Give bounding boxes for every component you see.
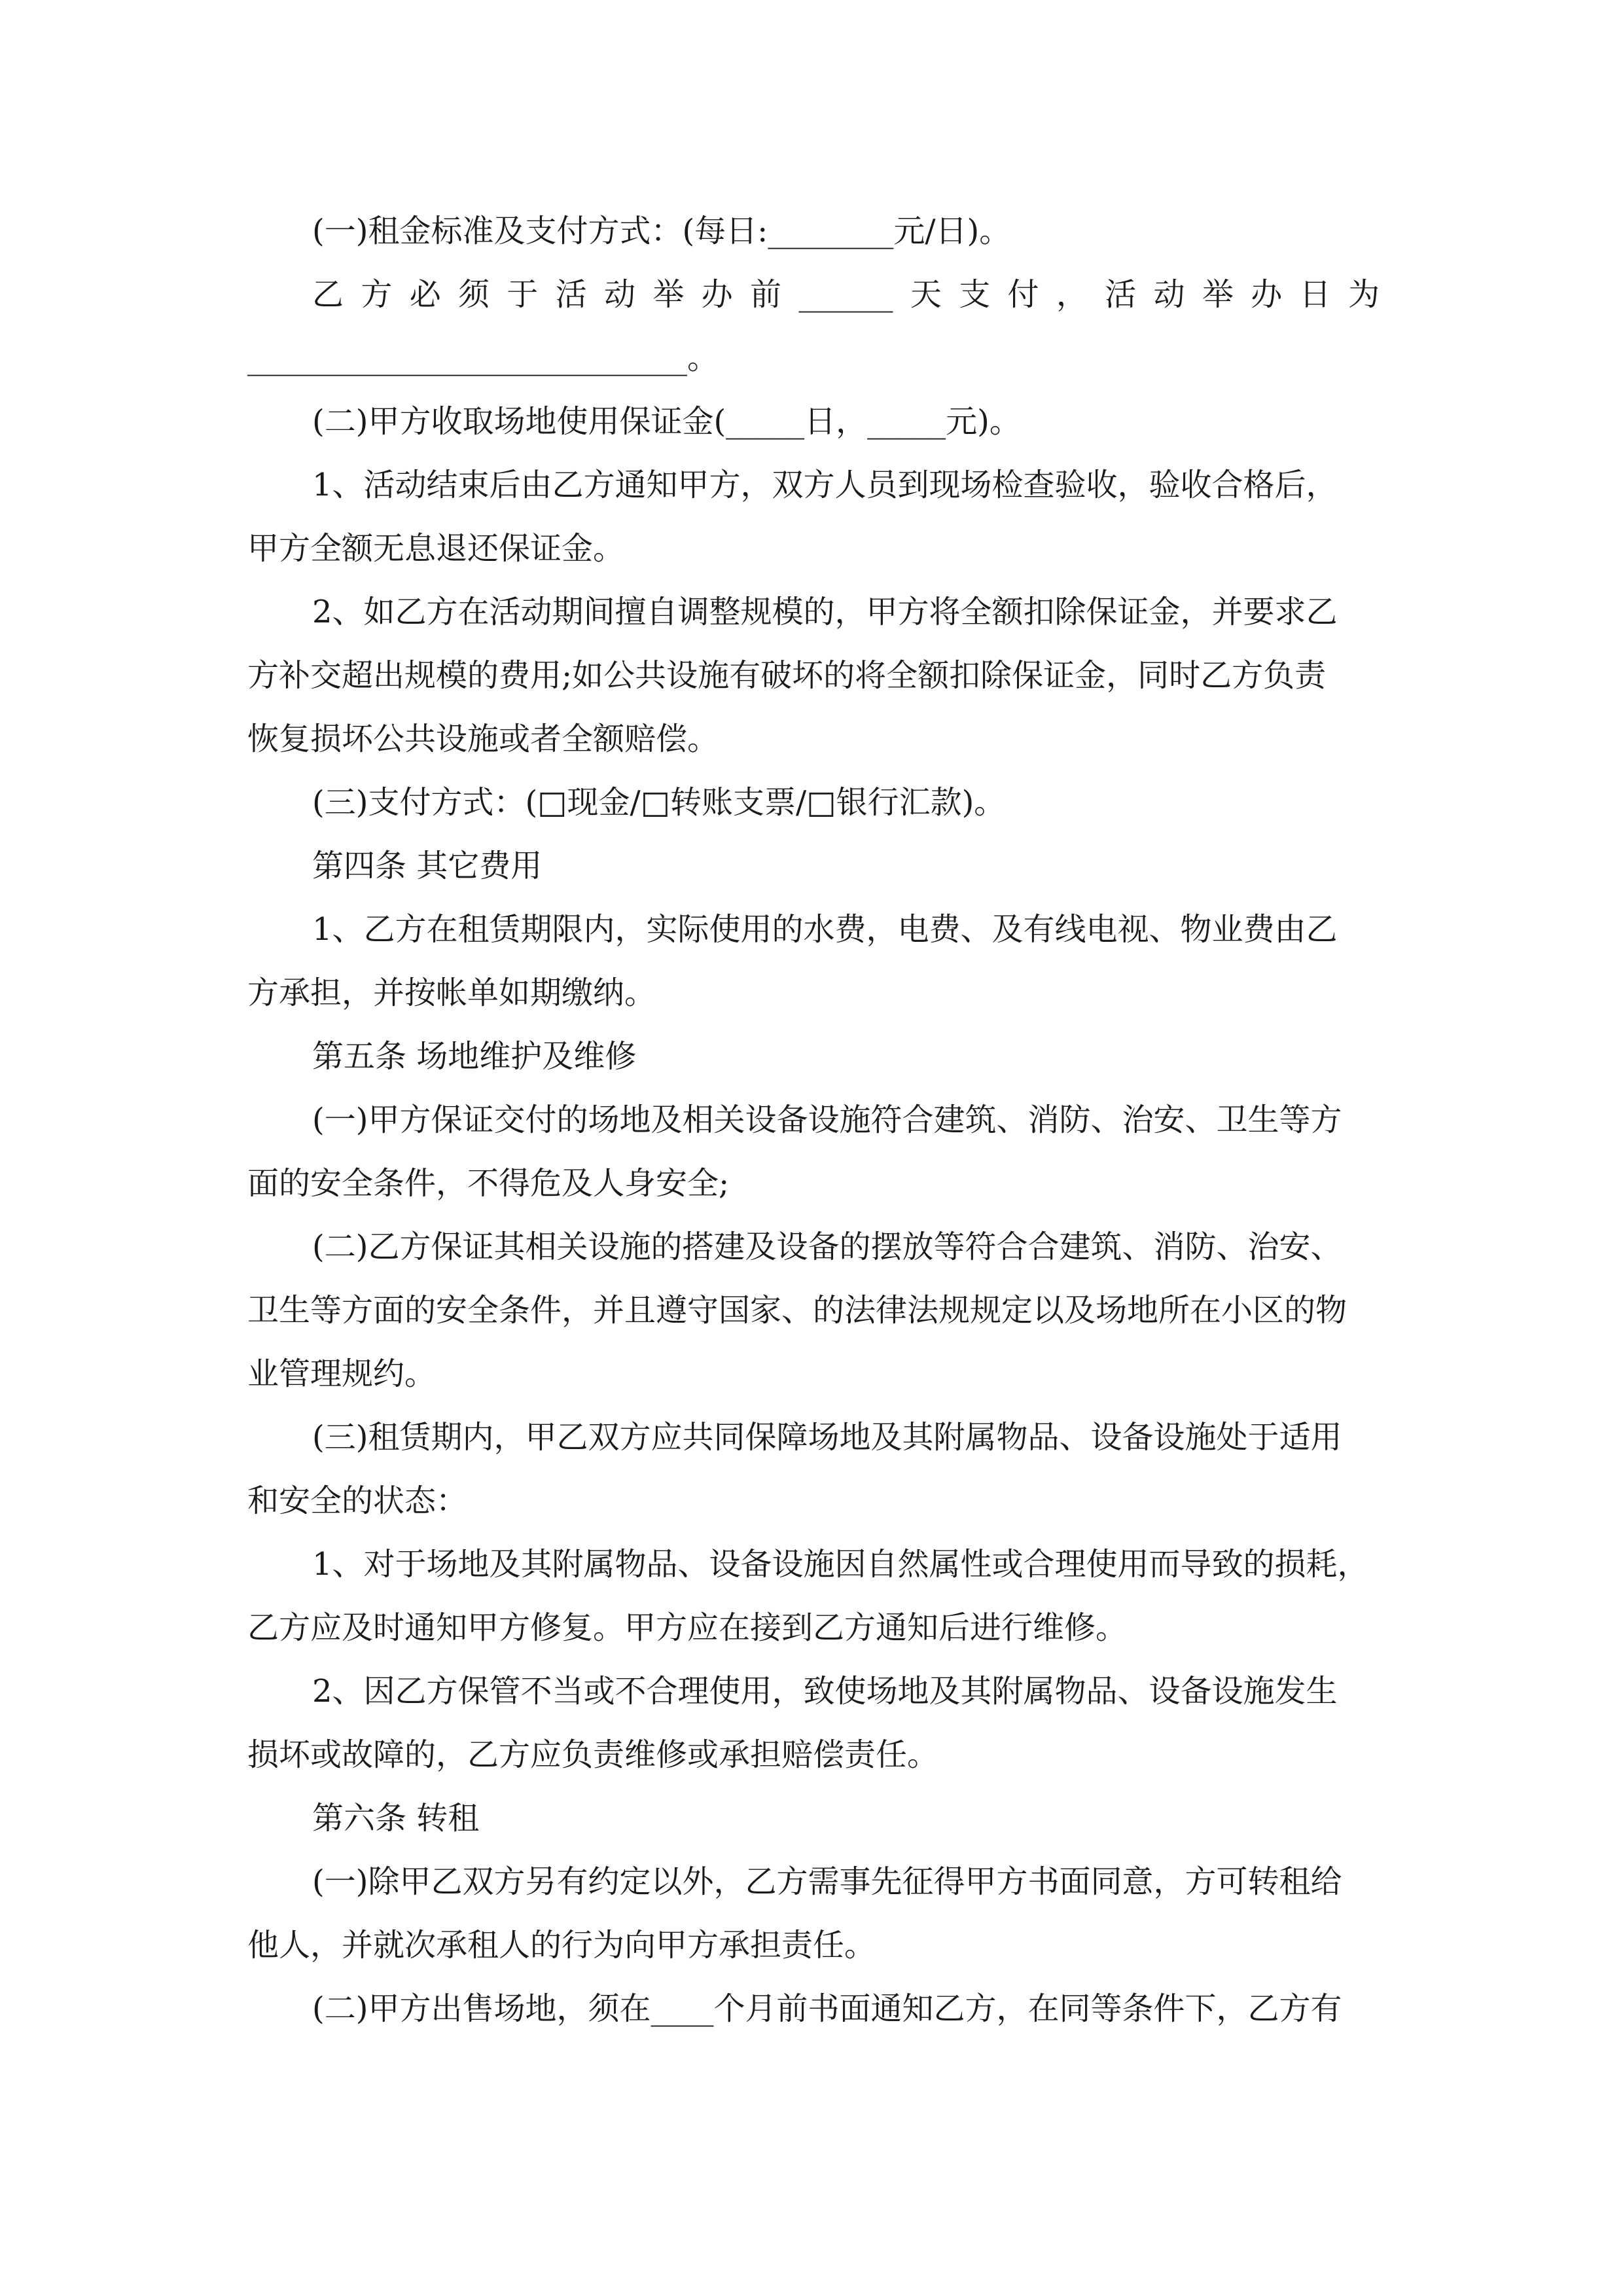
article-5-clause-2-line-2: 卫生等方面的安全条件，并且遵守国家、的法律法规规定以及场地所在小区的物 <box>247 1292 1347 1329</box>
article-5-item-2-line-2: 损坏或故障的，乙方应负责维修或承担赔偿责任。 <box>247 1736 939 1773</box>
clause-payment-method: (三)支付方式：(□现金/□转账支票/□银行汇款)。 <box>312 784 1006 821</box>
article-6-clause-1-line-1: (一)除甲乙双方另有约定以外，乙方需事先征得甲方书面同意，方可转租给 <box>312 1863 1342 1900</box>
article-5-item-1-line-2: 乙方应及时通知甲方修复。甲方应在接到乙方通知后进行维修。 <box>247 1609 1128 1646</box>
article-6-clause-1-line-2: 他人，并就次承租人的行为向甲方承担责任。 <box>247 1927 876 1964</box>
clause-payment-deadline: 乙方必须于活动举办前______天支付，活动举办日为 <box>312 276 1380 313</box>
clause-deposit: (二)甲方收取场地使用保证金(_____日，_____元)。 <box>312 403 1021 440</box>
deposit-item-1-line-1: 1、活动结束后由乙方通知甲方，双方人员到现场检查验收，验收合格后， <box>312 467 1338 503</box>
clause-rent-standard: (一)租金标准及支付方式：(每日:________元/日)。 <box>312 213 1011 249</box>
article-6-heading: 第六条 转租 <box>312 1800 480 1837</box>
deposit-item-1-line-2: 甲方全额无息退还保证金。 <box>247 530 625 567</box>
article-5-clause-1-line-1: (一)甲方保证交付的场地及相关设备设施符合建筑、消防、治安、卫生等方 <box>312 1102 1342 1138</box>
article-4-item-1-line-1: 1、乙方在租赁期限内，实际使用的水费，电费、及有线电视、物业费由乙 <box>312 911 1338 948</box>
clause-event-date-blank: ____________________________。 <box>247 340 719 376</box>
article-4-heading: 第四条 其它费用 <box>312 848 543 884</box>
article-5-heading: 第五条 场地维护及维修 <box>312 1038 637 1075</box>
deposit-item-2-line-2: 方补交超出规模的费用;如公共设施有破坏的将全额扣除保证金，同时乙方负责 <box>247 657 1327 694</box>
article-5-clause-3-line-2: 和安全的状态： <box>247 1482 468 1519</box>
article-4-item-1-line-2: 方承担，并按帐单如期缴纳。 <box>247 975 656 1011</box>
article-5-item-1-line-1: 1、对于场地及其附属物品、设备设施因自然属性或合理使用而导致的损耗， <box>312 1546 1369 1583</box>
article-5-clause-1-line-2: 面的安全条件，不得危及人身安全; <box>247 1165 730 1202</box>
article-5-clause-2-line-3: 业管理规约。 <box>247 1355 437 1392</box>
deposit-item-2-line-1: 2、如乙方在活动期间擅自调整规模的，甲方将全额扣除保证金，并要求乙 <box>312 594 1338 630</box>
article-5-clause-2-line-1: (二)乙方保证其相关设施的搭建及设备的摆放等符合合建筑、消防、治安、 <box>312 1229 1342 1265</box>
article-5-clause-3-line-1: (三)租赁期内，甲乙双方应共同保障场地及其附属物品、设备设施处于适用 <box>312 1419 1342 1456</box>
article-6-clause-2-line-1: (二)甲方出售场地，须在____个月前书面通知乙方，在同等条件下，乙方有 <box>312 1990 1342 2027</box>
article-5-item-2-line-1: 2、因乙方保管不当或不合理使用，致使场地及其附属物品、设备设施发生 <box>312 1673 1338 1710</box>
deposit-item-2-line-3: 恢复损坏公共设施或者全额赔偿。 <box>247 721 719 757</box>
